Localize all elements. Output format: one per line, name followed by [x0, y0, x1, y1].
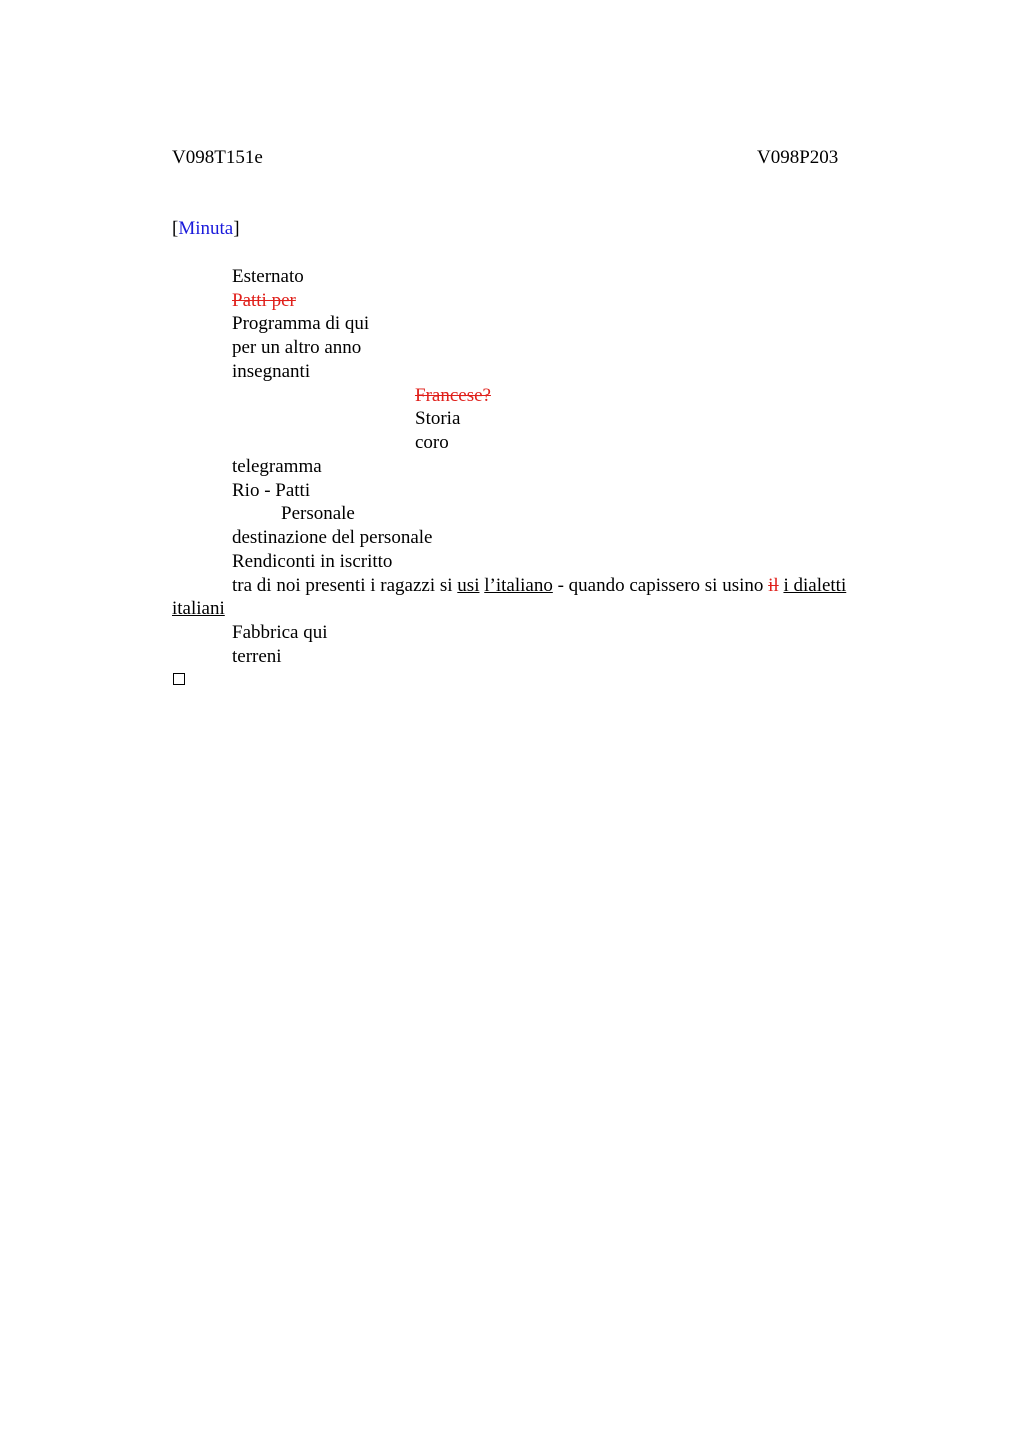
long-line-italiano: l’italiano — [484, 575, 553, 596]
note-rio-patti: Rio - Patti — [232, 480, 311, 501]
end-marker-square — [173, 673, 185, 685]
long-line-dialetti: i dialetti — [783, 575, 847, 596]
note-coro: coro — [415, 432, 449, 453]
long-line-il-deleted: il — [768, 575, 779, 596]
note-personale: Personale — [281, 503, 355, 524]
open-bracket: [ — [172, 218, 179, 239]
note-insegnanti: insegnanti — [232, 361, 311, 382]
long-line-usi: usi — [457, 575, 480, 596]
long-line-italiani: italiani — [172, 598, 225, 619]
note-fabbrica: Fabbrica qui — [232, 622, 328, 643]
note-programma: Programma di qui — [232, 313, 370, 334]
minuta-label: Minuta — [178, 218, 234, 239]
document-code-right: V098P203 — [757, 147, 839, 168]
document-type-label — [172, 217, 240, 241]
note-esternato: Esternato — [232, 266, 304, 287]
long-line-part2: - quando capissero si usino — [552, 575, 769, 596]
note-destinazione: destinazione del personale — [232, 527, 433, 548]
note-rendiconti: Rendiconti in iscritto — [232, 551, 393, 572]
note-patti-per-deleted: Patti per — [232, 290, 296, 311]
note-storia: Storia — [415, 408, 461, 429]
close-bracket: ] — [233, 218, 240, 239]
document-code-left: V098T151e — [172, 147, 263, 168]
note-long-line — [232, 574, 846, 598]
note-francese-deleted: Francese? — [415, 385, 491, 406]
note-altro-anno: per un altro anno — [232, 337, 362, 358]
note-telegramma: telegramma — [232, 456, 322, 477]
note-terreni: terreni — [232, 646, 282, 667]
long-line-part1: tra di noi presenti i ragazzi si — [232, 575, 458, 596]
